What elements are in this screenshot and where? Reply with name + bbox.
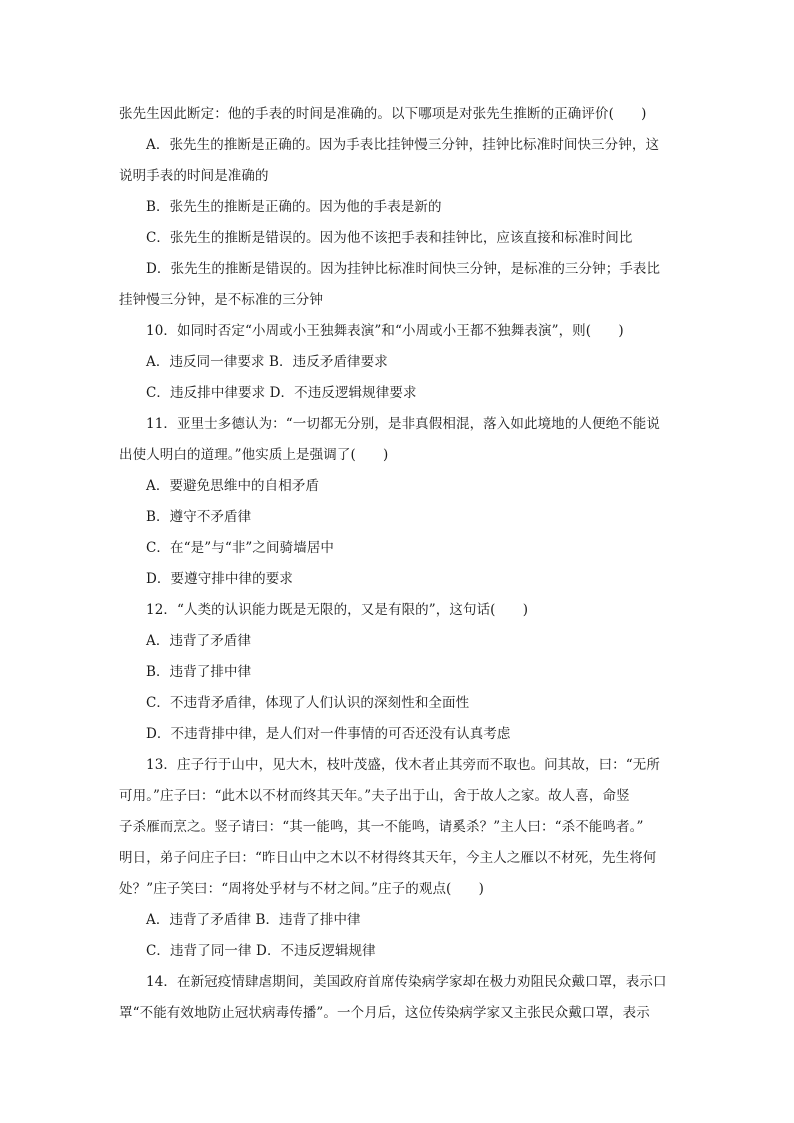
- question-9-option-a-continued: 说明手表的时间是准确的: [119, 168, 269, 184]
- question-9-option-a: A．张先生的推断是正确的。因为手表比挂钟慢三分钟，挂钟比标准时间快三分钟，这: [146, 137, 660, 153]
- question-12-stem: 12．“人类的认识能力既是无限的，又是有限的”，这句话( ): [146, 602, 529, 618]
- question-11-option-a: A．要避免思维中的自相矛盾: [146, 478, 320, 494]
- question-10-options-cd: C．违反排中律要求 D．不违反逻辑规律要求: [146, 385, 417, 401]
- question-10-stem: 10．如同时否定“小周或小王独舞表演”和“小周或小王都不独舞表演”，则( ): [146, 323, 624, 339]
- question-9-option-d: D．张先生的推断是错误的。因为挂钟比标准时间快三分钟，是标准的三分钟；手表比: [146, 261, 661, 277]
- question-13-stem: 13．庄子行于山中，见大木，枝叶茂盛，伐木者止其旁而不取也。问其故，曰：“无所: [146, 757, 660, 773]
- question-11-stem: 11．亚里士多德认为：“一切都无分别，是非真假相混，落入如此境地的人便绝不能说: [146, 416, 660, 432]
- question-9-option-c: C．张先生的推断是错误的。因为他不该把手表和挂钟比，应该直接和标准时间比: [146, 230, 633, 246]
- question-12-option-b: B．违背了排中律: [146, 664, 252, 680]
- question-9-stem-end: 张先生因此断定：他的手表的时间是准确的。以下哪项是对张先生推断的正确评价( ): [119, 106, 647, 122]
- question-11-stem-continued: 出使人明白的道理。”他实质上是强调了( ): [119, 447, 389, 463]
- question-9-option-b: B．张先生的推断是正确的。因为他的手表是新的: [146, 199, 442, 215]
- question-13-options-cd: C．违背了同一律 D．不违反逻辑规律: [146, 943, 376, 959]
- question-13-options-ab: A．违背了矛盾律 B．违背了排中律: [146, 912, 361, 928]
- question-12-option-a: A．违背了矛盾律: [146, 633, 252, 649]
- question-11-option-d: D．要遵守排中律的要求: [146, 571, 293, 587]
- question-12-option-c: C．不违背矛盾律，体现了人们认识的深刻性和全面性: [146, 695, 470, 711]
- question-14-stem-continued: 罩“不能有效地防止冠状病毒传播”。一个月后，这位传染病学家又主张民众戴口罩，表示: [119, 1005, 650, 1021]
- question-11-option-c: C．在“是”与“非”之间骑墙居中: [146, 540, 335, 556]
- question-13-stem-line-5: 处？”庄子笑曰：“周将处乎材与不材之间。”庄子的观点( ): [119, 881, 484, 897]
- question-13-stem-line-2: 可用。”庄子曰：“此木以不材而终其天年。”夫子出于山，舍于故人之家。故人喜，命竖: [119, 788, 630, 804]
- question-9-option-d-continued: 挂钟慢三分钟，是不标准的三分钟: [119, 292, 323, 308]
- question-14-stem: 14．在新冠疫情肆虐期间，美国政府首席传染病学家却在极力劝阻民众戴口罩，表示口: [146, 974, 667, 990]
- question-11-option-b: B．遵守不矛盾律: [146, 509, 252, 525]
- question-12-option-d: D．不违背排中律，是人们对一件事情的可否还没有认真考虑: [146, 726, 511, 742]
- question-13-stem-line-4: 明日，弟子问庄子曰：“昨日山中之木以不材得终其天年，今主人之雁以不材死，先生将何: [119, 850, 657, 866]
- question-13-stem-line-3: 子杀雁而烹之。竖子请曰：“其一能鸣，其一不能鸣，请奚杀？”主人曰：“杀不能鸣者。”: [119, 819, 644, 835]
- question-10-options-ab: A．违反同一律要求 B．违反矛盾律要求: [146, 354, 388, 370]
